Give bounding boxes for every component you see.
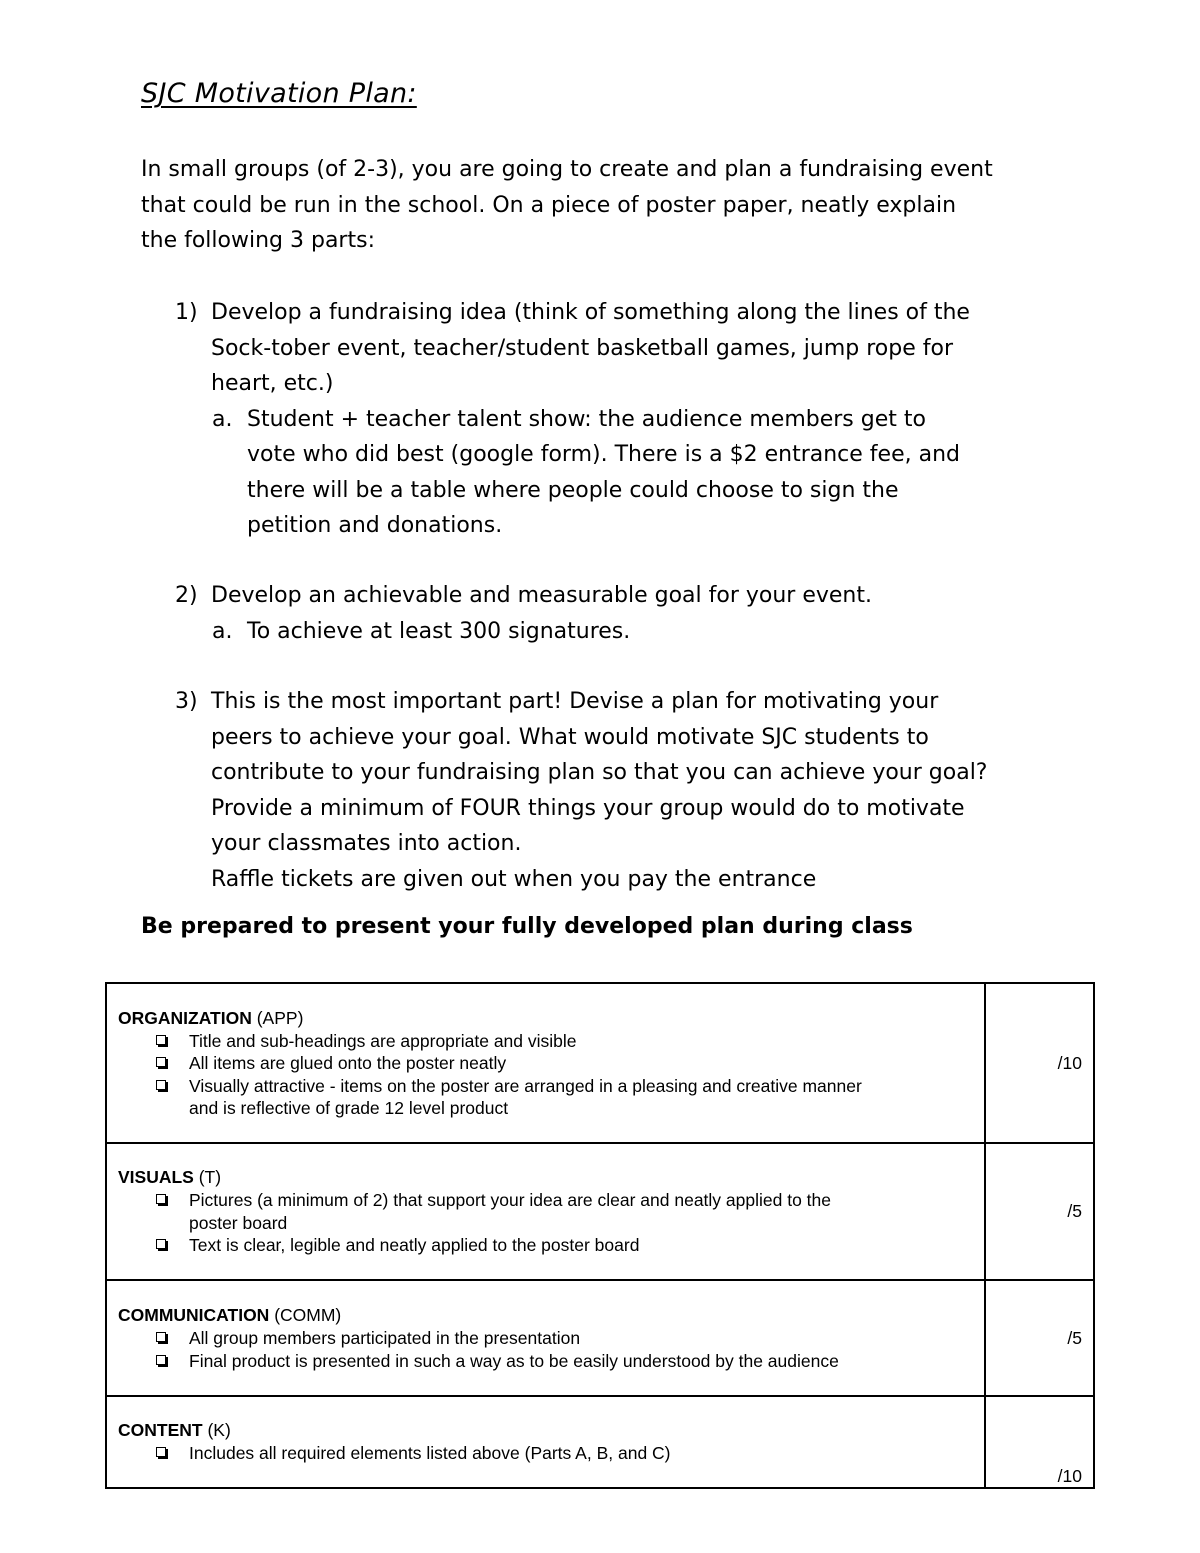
criterion-line: and is reflective of grade 12 level product bbox=[189, 1098, 509, 1118]
intro-line: that could be run in the school. On a piece of poster paper, neatly explain bbox=[141, 192, 957, 218]
item-line: Develop a fundraising idea (think of something along the lines of the bbox=[211, 300, 970, 325]
sub-item-letter: a. bbox=[212, 406, 233, 432]
sub-item-line: To achieve at least 300 signatures. bbox=[247, 618, 631, 644]
item-line: your classmates into action. bbox=[211, 831, 522, 856]
rubric-criteria-cell bbox=[106, 1396, 985, 1488]
rubric-heading-label: VISUALS bbox=[118, 1167, 194, 1188]
rubric-criteria-cell bbox=[106, 1280, 985, 1396]
rubric-heading-tag: (K) bbox=[207, 1420, 231, 1440]
rubric-criterion bbox=[118, 1442, 984, 1465]
list-item-2 bbox=[175, 578, 872, 649]
rubric-criteria-cell bbox=[106, 1143, 985, 1280]
rubric-heading-label: CONTENT bbox=[118, 1420, 203, 1440]
rubric-heading-label: ORGANIZATION bbox=[118, 1007, 252, 1028]
criterion-line: Visually attractive - items on the poster are arranged in a pleasing and creative manner bbox=[189, 1075, 862, 1096]
item-number: 3) bbox=[175, 689, 198, 714]
rubric-row-organization bbox=[106, 983, 1094, 1143]
rubric-criterion bbox=[118, 1052, 984, 1075]
rubric-checklist bbox=[118, 1327, 984, 1372]
criterion-line: All group members participated in the presentation bbox=[189, 1328, 581, 1348]
intro-line: In small groups (of 2-3), you are going to create and plan a fundraising event bbox=[141, 157, 993, 182]
rubric-checklist bbox=[118, 1442, 984, 1465]
item-line: Provide a minimum of FOUR things your group would do to motivate bbox=[211, 795, 965, 821]
criterion-line: All items are glued onto the poster neatly bbox=[189, 1053, 507, 1073]
checkbox-icon bbox=[156, 1194, 166, 1204]
rubric-criterion bbox=[118, 1075, 984, 1120]
rubric-score-cell: /5 bbox=[985, 1280, 1094, 1396]
criterion-line: Final product is presented in such a way as to be easily understood by the audience bbox=[189, 1350, 839, 1371]
sub-item-a bbox=[175, 614, 872, 650]
item-line: This is the most important part! Devise a plan for motivating your bbox=[211, 689, 939, 714]
rubric-table bbox=[105, 982, 1095, 1489]
checkbox-icon bbox=[156, 1035, 166, 1045]
criterion-line: Includes all required elements listed above (Parts A, B, and C) bbox=[189, 1443, 671, 1463]
criterion-line: Title and sub-headings are appropriate and visible bbox=[189, 1030, 577, 1051]
intro-paragraph bbox=[141, 152, 993, 259]
item-line: peers to achieve your goal. What would motivate SJC students to bbox=[211, 724, 929, 750]
rubric-criterion bbox=[118, 1234, 984, 1257]
intro-line: the following 3 parts: bbox=[141, 228, 375, 253]
checkbox-icon bbox=[156, 1332, 166, 1342]
rubric-heading bbox=[118, 1007, 984, 1030]
list-item-3 bbox=[175, 684, 987, 897]
criterion-line: Pictures (a minimum of 2) that support your idea are clear and neatly applied to the bbox=[189, 1190, 832, 1211]
rubric-heading-label: COMMUNICATION bbox=[118, 1305, 270, 1325]
checkbox-icon bbox=[156, 1080, 166, 1090]
item-number: 2) bbox=[175, 583, 198, 608]
criterion-line: poster board bbox=[189, 1212, 288, 1233]
checkbox-icon bbox=[156, 1057, 166, 1067]
checkbox-icon bbox=[156, 1239, 166, 1249]
rubric-heading-tag: (APP) bbox=[256, 1007, 304, 1028]
prepared-note: Be prepared to present your fully developed plan during class bbox=[141, 914, 913, 939]
rubric-heading bbox=[118, 1304, 984, 1327]
rubric-criteria-cell bbox=[106, 983, 985, 1143]
sub-item-line: Student + teacher talent show: the audience members get to bbox=[247, 406, 926, 432]
sub-item-line: there will be a table where people could choose to sign the bbox=[247, 477, 899, 503]
item-line: heart, etc.) bbox=[211, 371, 334, 396]
sub-item-line: petition and donations. bbox=[247, 513, 503, 538]
page-title: SJC Motivation Plan: bbox=[141, 78, 417, 109]
criterion-line: Text is clear, legible and neatly applied to the poster board bbox=[189, 1235, 640, 1256]
list-item-1 bbox=[175, 295, 970, 544]
rubric-criterion bbox=[118, 1327, 984, 1350]
item-line: contribute to your fundraising plan so that you can achieve your goal? bbox=[211, 760, 988, 785]
rubric-criterion bbox=[118, 1030, 984, 1053]
rubric-checklist bbox=[118, 1030, 984, 1120]
rubric-score-cell: /5 bbox=[985, 1143, 1094, 1280]
rubric-score-cell: /10 bbox=[985, 1396, 1094, 1488]
rubric-row-communication bbox=[106, 1280, 1094, 1396]
sub-item-line: vote who did best (google form). There is a $2 entrance fee, and bbox=[247, 442, 961, 467]
rubric-criterion bbox=[118, 1189, 984, 1234]
rubric-heading-tag: (COMM) bbox=[274, 1305, 342, 1325]
item-line: Raffle tickets are given out when you pay the entrance bbox=[211, 866, 817, 892]
sub-item-a bbox=[175, 402, 970, 544]
item-number: 1) bbox=[175, 300, 198, 325]
item-line: Sock-tober event, teacher/student basketball games, jump rope for bbox=[211, 335, 953, 361]
rubric-heading bbox=[118, 1166, 984, 1189]
rubric-row-content bbox=[106, 1396, 1094, 1488]
sub-item-letter: a. bbox=[212, 618, 233, 644]
rubric-row-visuals bbox=[106, 1143, 1094, 1280]
rubric-heading bbox=[118, 1419, 984, 1442]
rubric-checklist bbox=[118, 1189, 984, 1257]
checkbox-icon bbox=[156, 1447, 166, 1457]
rubric-heading-tag: (T) bbox=[198, 1167, 222, 1188]
checkbox-icon bbox=[156, 1355, 166, 1365]
rubric-criterion bbox=[118, 1350, 984, 1373]
item-line: Develop an achievable and measurable goal for your event. bbox=[211, 583, 872, 608]
rubric-score-cell: /10 bbox=[985, 983, 1094, 1143]
